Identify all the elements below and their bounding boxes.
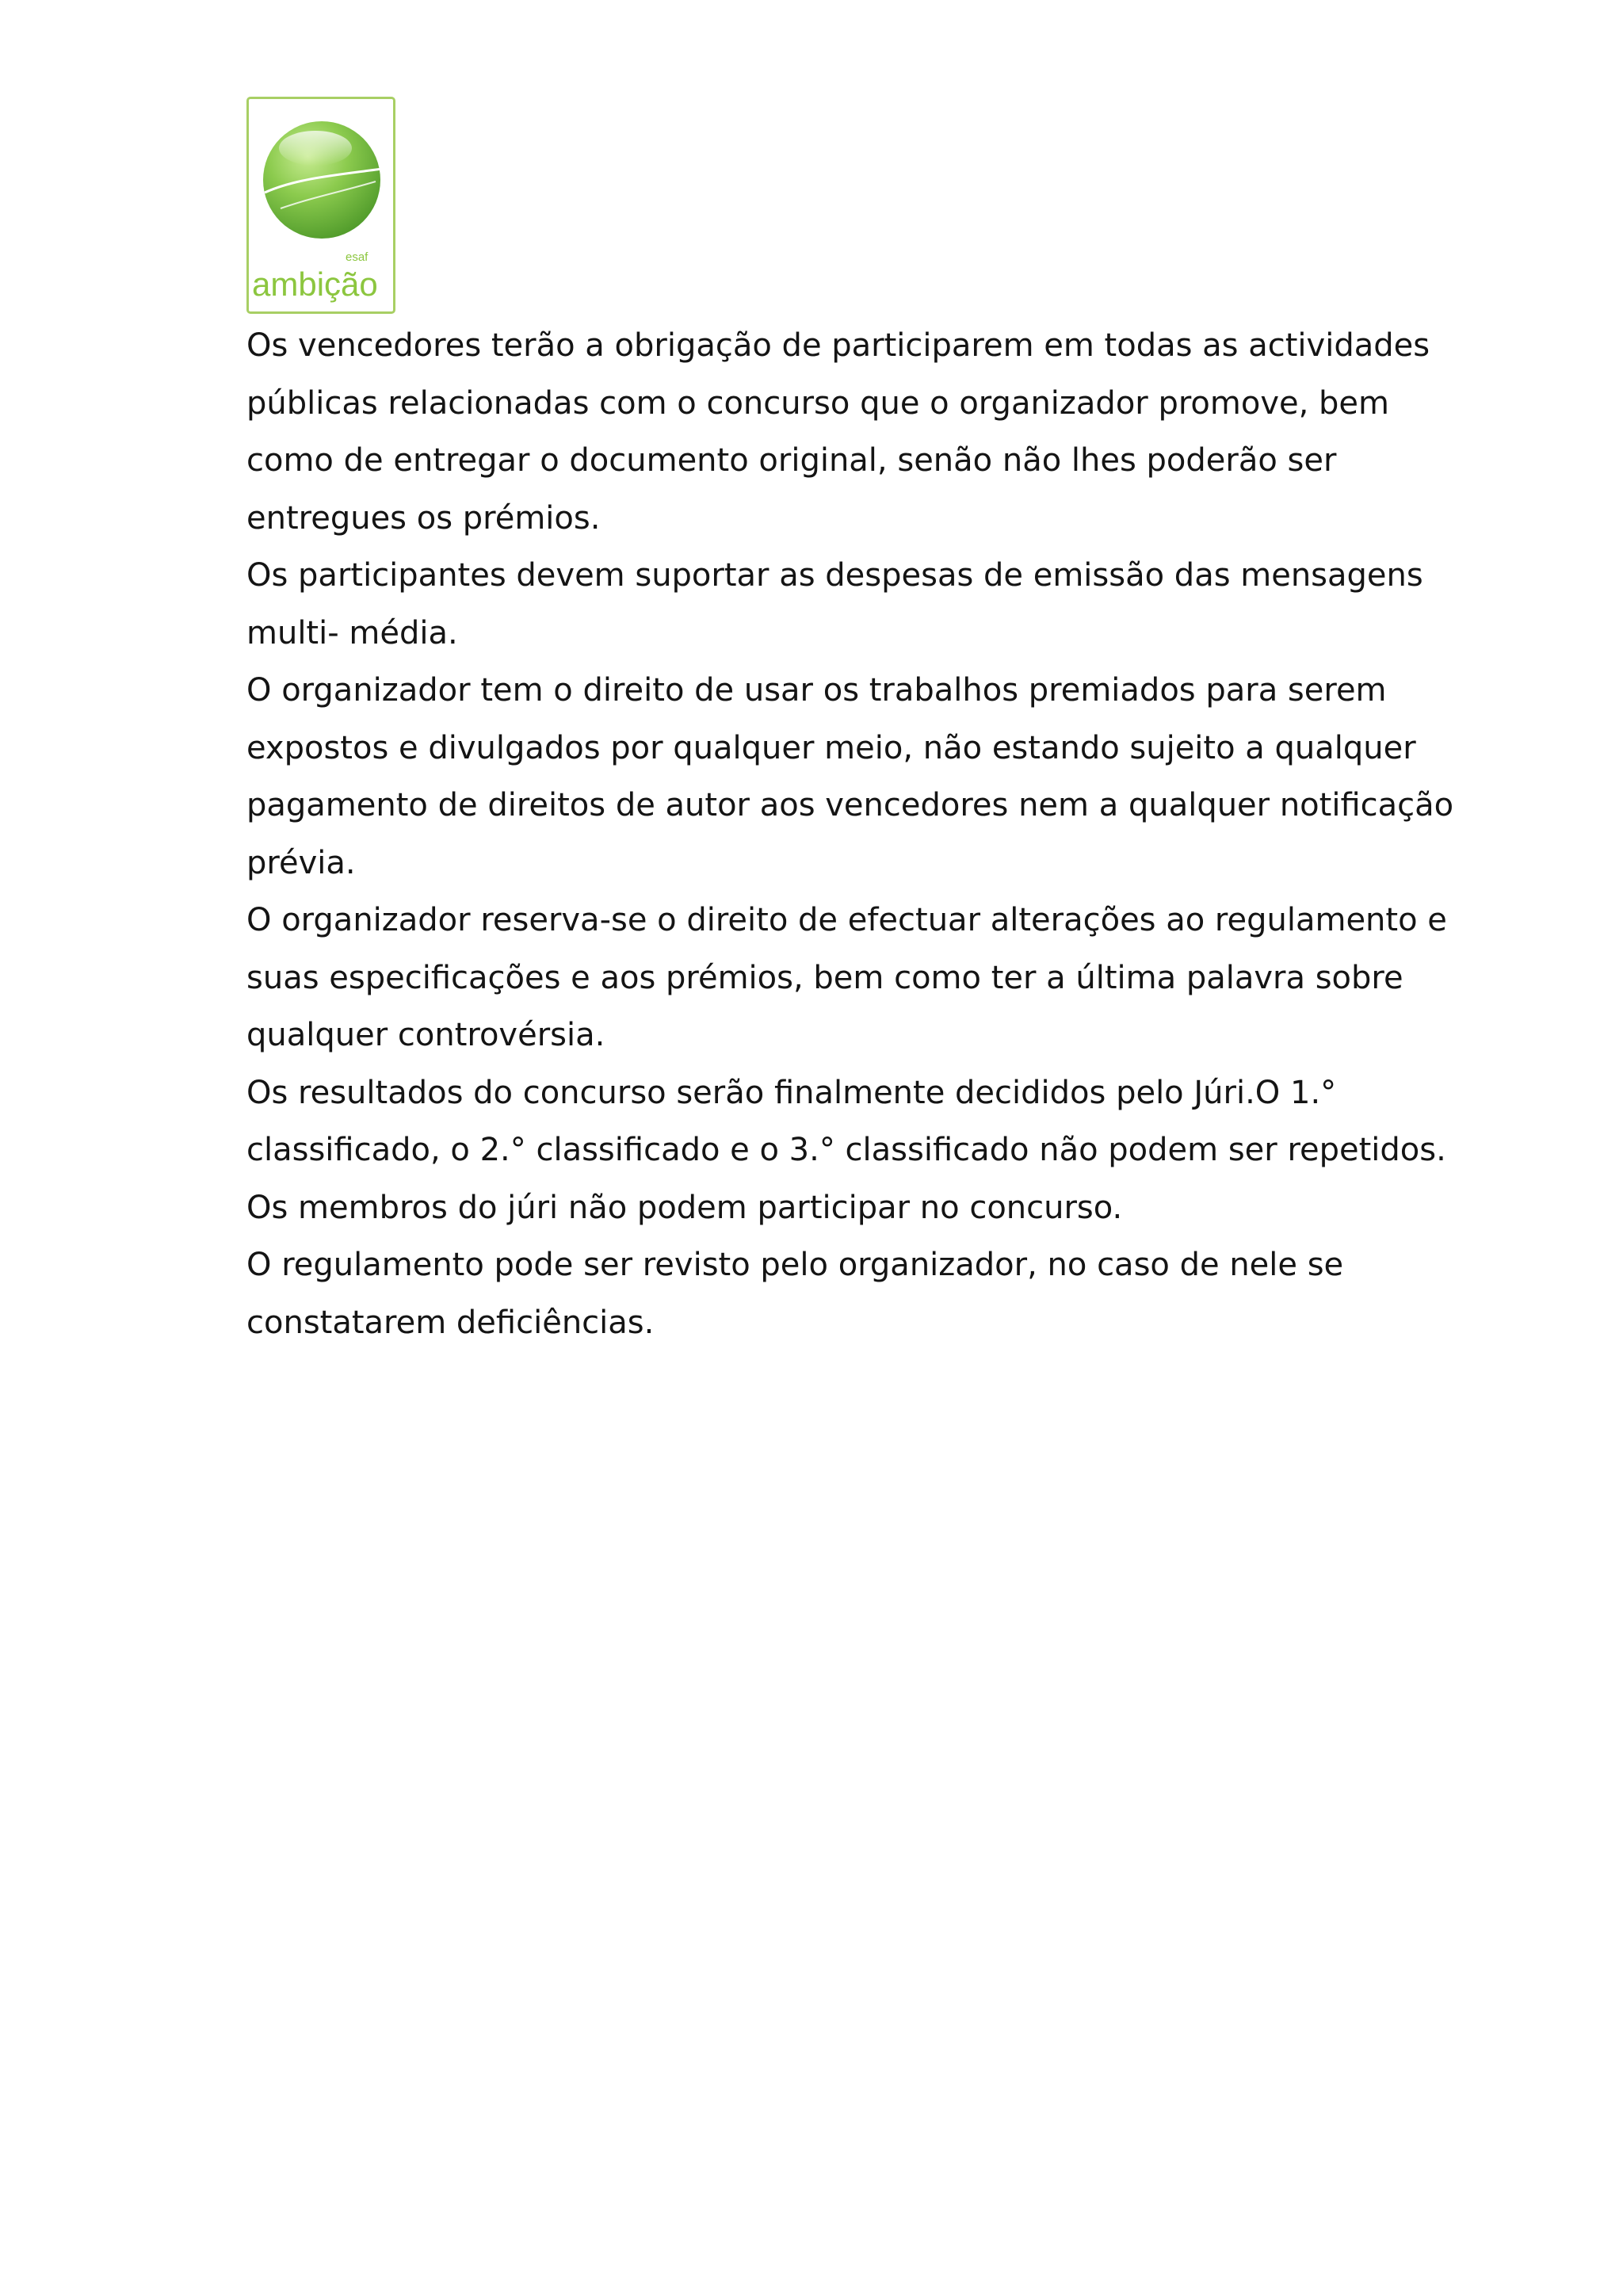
text-line: qualquer controvérsia. bbox=[246, 1017, 605, 1053]
paragraph bbox=[246, 1064, 1446, 1237]
text-line: pagamento de direitos de autor aos vencedores nem a qualquer notificação bbox=[246, 787, 1454, 823]
text-line: O organizador reserva-se o direito de efectuar alterações ao regulamento e bbox=[246, 902, 1447, 938]
text-line: Os vencedores terão a obrigação de participarem em todas as actividades bbox=[246, 327, 1430, 364]
text-line: prévia. bbox=[246, 844, 356, 881]
text-line: públicas relacionadas com o concurso que o organizador promove, bem bbox=[246, 384, 1389, 422]
text-line: como de entregar o documento original, senão não lhes poderão ser bbox=[246, 442, 1337, 479]
paragraph bbox=[246, 317, 1430, 547]
text-line: classificado, o 2.° classificado e o 3.° classificado não podem ser repetidos. bbox=[246, 1132, 1446, 1168]
paragraph bbox=[246, 662, 1454, 892]
paragraph bbox=[246, 892, 1447, 1064]
text-line: suas especificações e aos prémios, bem como ter a última palavra sobre bbox=[246, 959, 1403, 996]
paragraph bbox=[246, 1236, 1396, 1351]
text-line: constatarem deficiências. bbox=[246, 1304, 655, 1341]
text-line: entregues os prémios. bbox=[246, 499, 601, 537]
text-line: Os resultados do concurso serão finalmente decididos pelo Júri.O 1.° bbox=[246, 1074, 1337, 1111]
document-body bbox=[246, 317, 1454, 1351]
paragraph bbox=[246, 547, 1423, 662]
text-line: Os membros do júri não podem participar no concurso. bbox=[246, 1189, 1123, 1226]
text-line: O regulamento pode ser revisto pelo organizador, no caso de nele se bbox=[246, 1247, 1344, 1283]
sphere-highlight bbox=[279, 131, 352, 166]
logo-graphic bbox=[249, 99, 393, 311]
logo-brand-main: ambição bbox=[252, 266, 378, 303]
text-line: O organizador tem o direito de usar os trabalhos premiados para serem bbox=[246, 672, 1387, 709]
text-line: multi- média. bbox=[246, 614, 458, 651]
text-line: Os participantes devem suportar as despesas de emissão das mensagens bbox=[246, 557, 1423, 594]
logo-brand-small: esaf bbox=[346, 250, 369, 264]
text-line: expostos e divulgados por qualquer meio, não estando sujeito a qualquer bbox=[246, 729, 1416, 766]
esaf-ambicao-logo bbox=[246, 97, 395, 314]
